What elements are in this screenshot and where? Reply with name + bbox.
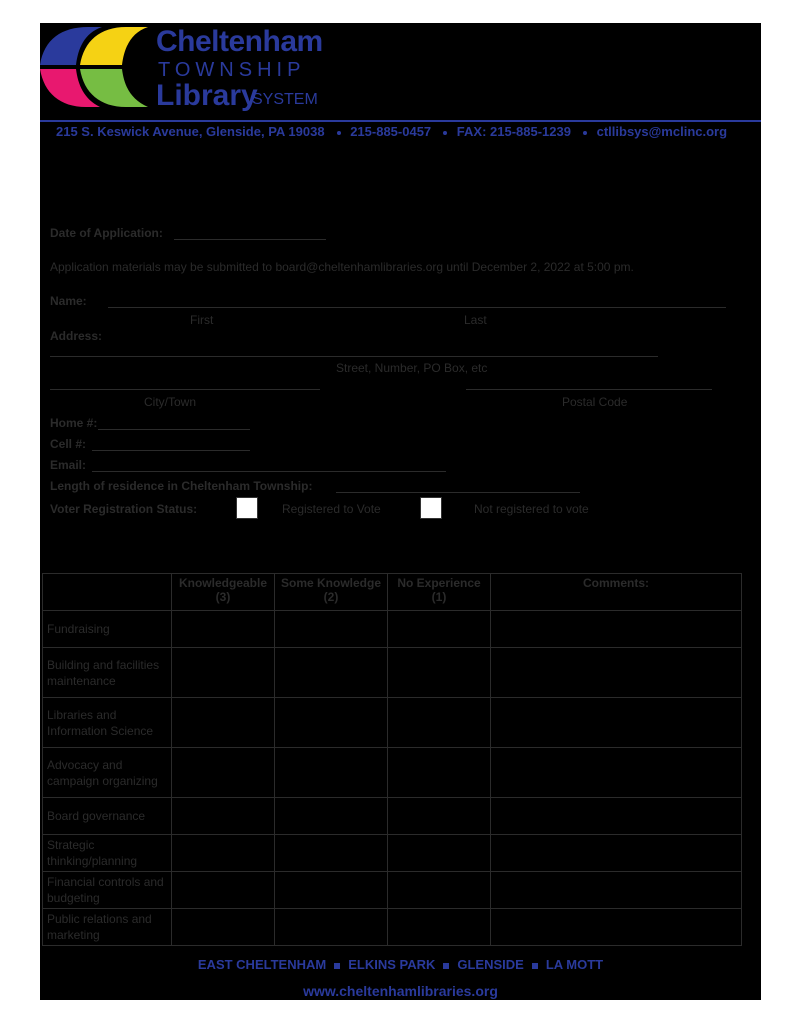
name-label: Name: xyxy=(50,294,87,308)
table-row xyxy=(43,835,742,872)
table-header-row xyxy=(43,574,742,611)
footer-website-link[interactable]: www.cheltenhamlibraries.org xyxy=(303,983,498,999)
skills-table xyxy=(42,573,742,946)
comments-cell[interactable] xyxy=(491,648,742,698)
rating-cell[interactable] xyxy=(388,648,491,698)
submission-note: Application materials may be submitted to board@cheltenhamlibraries.org until December 2, 2022 at 5:00 pm. xyxy=(50,260,634,274)
rating-cell[interactable] xyxy=(275,872,388,909)
comments-cell[interactable] xyxy=(491,611,742,648)
home-phone-field[interactable] xyxy=(98,429,250,430)
first-name-caption: First xyxy=(190,313,214,327)
postal-field[interactable] xyxy=(466,389,712,390)
row-label: Fundraising xyxy=(43,611,172,648)
table-row xyxy=(43,648,742,698)
comments-cell[interactable] xyxy=(491,698,742,748)
street-caption: Street, Number, PO Box, etc xyxy=(336,361,488,375)
branch-la-mott: LA MOTT xyxy=(545,957,604,972)
rating-cell[interactable] xyxy=(275,798,388,835)
square-bullet-icon xyxy=(532,963,538,969)
city-caption: City/Town xyxy=(144,395,197,409)
logo-line-3: Library xyxy=(156,79,258,112)
registered-caption: Registered to Vote xyxy=(282,502,381,516)
rating-cell[interactable] xyxy=(172,748,275,798)
square-bullet-icon xyxy=(334,963,340,969)
branch-elkins-park: ELKINS PARK xyxy=(348,957,436,972)
comments-cell[interactable] xyxy=(491,798,742,835)
comments-cell[interactable] xyxy=(491,872,742,909)
bullet-icon xyxy=(337,131,341,135)
rating-cell[interactable] xyxy=(172,835,275,872)
name-field[interactable] xyxy=(108,307,726,308)
rating-cell[interactable] xyxy=(388,872,491,909)
rating-cell[interactable] xyxy=(388,835,491,872)
footer-branches xyxy=(40,957,761,972)
row-label: Advocacy and campaign organizing xyxy=(43,748,172,798)
rating-cell[interactable] xyxy=(388,798,491,835)
table-row xyxy=(43,909,742,946)
rating-cell[interactable] xyxy=(388,611,491,648)
date-field[interactable] xyxy=(174,239,326,240)
table-row xyxy=(43,611,742,648)
header-some-knowledge: Some Knowledge (2) xyxy=(275,574,388,611)
header-divider xyxy=(40,120,761,122)
last-name-caption: Last xyxy=(464,313,487,327)
branch-glenside: GLENSIDE xyxy=(457,957,524,972)
comments-cell[interactable] xyxy=(491,748,742,798)
address-label: Address: xyxy=(50,329,103,343)
rating-cell[interactable] xyxy=(275,698,388,748)
rating-cell[interactable] xyxy=(172,872,275,909)
rating-cell[interactable] xyxy=(388,909,491,946)
rating-cell[interactable] xyxy=(275,611,388,648)
bullet-icon xyxy=(443,131,447,135)
row-label: Libraries and Information Science xyxy=(43,698,172,748)
rating-cell[interactable] xyxy=(275,648,388,698)
not-registered-checkbox[interactable] xyxy=(420,497,442,519)
row-label: Board governance xyxy=(43,798,172,835)
email-label: Email: xyxy=(50,458,87,472)
rating-cell[interactable] xyxy=(275,909,388,946)
header-phone: 215-885-0457 xyxy=(350,124,432,139)
application-page xyxy=(40,23,761,1000)
table-row xyxy=(43,872,742,909)
header-contact-line xyxy=(56,124,756,139)
header-fax: FAX: 215-885-1239 xyxy=(456,124,571,139)
rating-cell[interactable] xyxy=(172,648,275,698)
registered-checkbox[interactable] xyxy=(236,497,258,519)
rating-cell[interactable] xyxy=(388,698,491,748)
row-label: Strategic thinking/planning xyxy=(43,835,172,872)
rating-cell[interactable] xyxy=(172,909,275,946)
logo-line-2: TOWNSHIP xyxy=(158,59,306,81)
row-label: Building and facilities maintenance xyxy=(43,648,172,698)
header-address: 215 S. Keswick Avenue, Glenside, PA 19038 xyxy=(56,124,325,139)
row-label: Financial controls and budgeting xyxy=(43,872,172,909)
home-phone-label: Home #: xyxy=(50,416,98,430)
table-row xyxy=(43,798,742,835)
street-field[interactable] xyxy=(50,356,658,357)
rating-cell[interactable] xyxy=(172,698,275,748)
residence-field[interactable] xyxy=(336,492,580,493)
email-field[interactable] xyxy=(92,471,446,472)
header-no-experience: No Experience (1) xyxy=(388,574,491,611)
cell-phone-field[interactable] xyxy=(92,450,250,451)
comments-cell[interactable] xyxy=(491,835,742,872)
bullet-icon xyxy=(583,131,587,135)
rating-cell[interactable] xyxy=(275,835,388,872)
header-blank xyxy=(43,574,172,611)
library-logo xyxy=(40,23,340,118)
logo-line-1: Cheltenham xyxy=(156,25,323,58)
table-row xyxy=(43,698,742,748)
not-registered-caption: Not registered to vote xyxy=(474,502,589,516)
table-row xyxy=(43,748,742,798)
row-label: Public relations and marketing xyxy=(43,909,172,946)
city-field[interactable] xyxy=(50,389,320,390)
comments-cell[interactable] xyxy=(491,909,742,946)
date-label: Date of Application: xyxy=(50,226,163,240)
rating-cell[interactable] xyxy=(275,748,388,798)
residence-label: Length of residence in Cheltenham Township: xyxy=(50,479,313,493)
voter-status-label: Voter Registration Status: xyxy=(50,502,198,516)
header-comments: Comments: xyxy=(491,574,742,611)
cell-phone-label: Cell #: xyxy=(50,437,87,451)
logo-mark-icon xyxy=(40,23,156,118)
rating-cell[interactable] xyxy=(172,611,275,648)
square-bullet-icon xyxy=(443,963,449,969)
logo-line-4: SYSTEM xyxy=(252,91,318,108)
header-knowledgeable: Knowledgeable (3) xyxy=(172,574,275,611)
header-email[interactable]: ctllibsys@mclinc.org xyxy=(596,124,728,139)
postal-caption: Postal Code xyxy=(562,395,628,409)
branch-east-cheltenham: EAST CHELTENHAM xyxy=(197,957,327,972)
rating-cell[interactable] xyxy=(388,748,491,798)
rating-cell[interactable] xyxy=(172,798,275,835)
